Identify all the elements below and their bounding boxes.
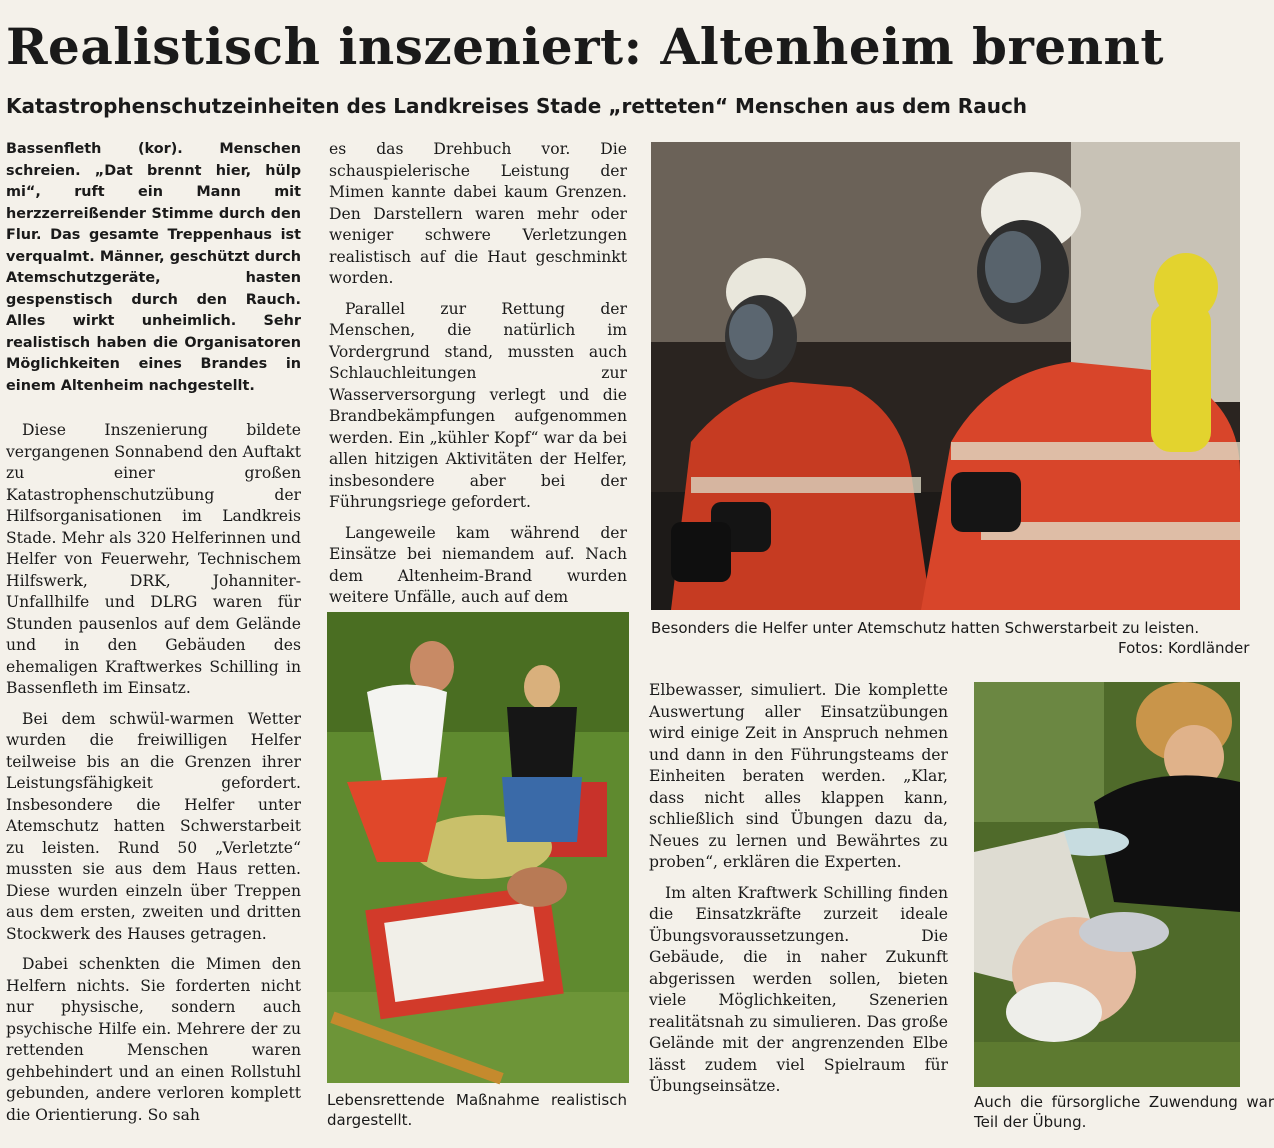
paragraph: Parallel zur Rettung der Menschen, die natürlich im Vordergrund stand, mussten auch Schlauchleitungen zur Wasserversorgung verlegt und die Brandbekämpfungen aufgenommen werden. Ein „kühler Kopf“ war da bei allen hitzigen Aktivitäten der Helfer, insbesondere aber bei der Führungsriege gefordert. [329,299,627,511]
article-column-3 [649,680,948,1098]
paragraph: Elbewasser, simuliert. Die komplette Auswertung aller Einsatzübungen wird einige Zeit in Anspruch nehmen und dann in den Führungsteams der Einheiten beraten werden. „Klar, dass nicht alles klappen kann, schließlich sind Übungen dazu da, Neues zu lernen und Bewährtes zu proben“, erklären die Experten. [649,681,948,871]
firefighters-photo [651,142,1240,610]
photo-credit: Fotos: Kordländer [1118,639,1250,657]
medics-photo [327,612,629,1083]
paragraph: Diese Inszenierung bildete vergangenen Sonnabend den Auftakt zu einer großen Katastrophenschutzübung der Hilfsorganisationen im Landkreis Stade. Mehr als 320 Helferinnen und Helfer von Feuerwehr, Technischem Hilfswerk, DRK, Johanniter-Unfallhilfe und DLRG waren für Stunden pausenlos auf dem Gelände und in den Gebäuden des ehemaligen Kraftwerkes Schilling in Bassenfleth im Einsatz. [6,421,301,697]
medics-caption: Lebensrettende Maßnahme realistisch dargestellt. [327,1091,627,1129]
subheadline: Katastrophenschutzeinheiten des Landkreises Stade „retteten“ Menschen aus dem Rauch [6,94,1028,118]
patient-caption: Auch die fürsorgliche Zuwendung war Teil der Übung. [974,1093,1274,1131]
patient-photo [974,682,1240,1087]
article-column-2 [329,139,627,609]
lead-paragraph: Bassenfleth (kor). Menschen schreien. „Dat brennt hier, hülp mi“, ruft ein Mann mit herzzerreißender Stimme durch den Flur. Das gesamte Treppenhaus ist verqualmt. Männer, geschützt durch Atemschutzgeräte, hasten gespenstisch durch den Rauch. Alles wirkt unheimlich. Sehr realistisch haben die Organisatoren Möglichkeiten eines Brandes in einem Altenheim nachgestellt. [6,141,301,394]
article-column-1 [6,139,301,1126]
paragraph: Dabei schenkten die Mimen den Helfern nichts. Sie forderten nicht nur physische, sondern auch psychische Hilfe ein. Mehrere der zu rettenden Menschen waren gehbehindert und an einen Rollstuhl gebunden, andere verloren komplett die Orientierung. So sah [6,955,301,1124]
firefighters-caption: Besonders die Helfer unter Atemschutz hatten Schwerstarbeit zu leisten. [651,619,1200,637]
paragraph: Bei dem schwül-warmen Wetter wurden die freiwilligen Helfer teilweise bis an die Grenzen ihrer Leistungsfähigkeit gefordert. Insbesondere die Helfer unter Atemschutz hatten Schwerstarbeit zu leisten. Rund 50 „Verletzte“ mussten sie aus dem Haus retten. Diese wurden einzeln über Treppen aus dem ersten, zweiten und dritten Stockwerk des Hauses getragen. [6,709,301,943]
paragraph: Im alten Kraftwerk Schilling finden die Einsatzkräfte zurzeit ideale Übungsvoraussetzungen. Die Gebäude, die in naher Zukunft abgerissen werden sollen, bieten viele Möglichkeiten, Szenerien realitätsnah zu simulieren. Das große Gelände mit der angrenzenden Elbe lässt zudem viel Spielraum für Übungseinsätze. [649,883,948,1095]
paragraph: es das Drehbuch vor. Die schauspielerische Leistung der Mimen kannte dabei kaum Grenzen. Den Darstellern waren mehr oder weniger schwere Verletzungen realistisch auf die Haut geschminkt worden. [329,140,627,287]
headline: Realistisch inszeniert: Altenheim brennt [6,17,1164,76]
paragraph: Langeweile kam während der Einsätze bei niemandem auf. Nach dem Altenheim-Brand wurden weitere Unfälle, auch auf dem [329,523,627,606]
